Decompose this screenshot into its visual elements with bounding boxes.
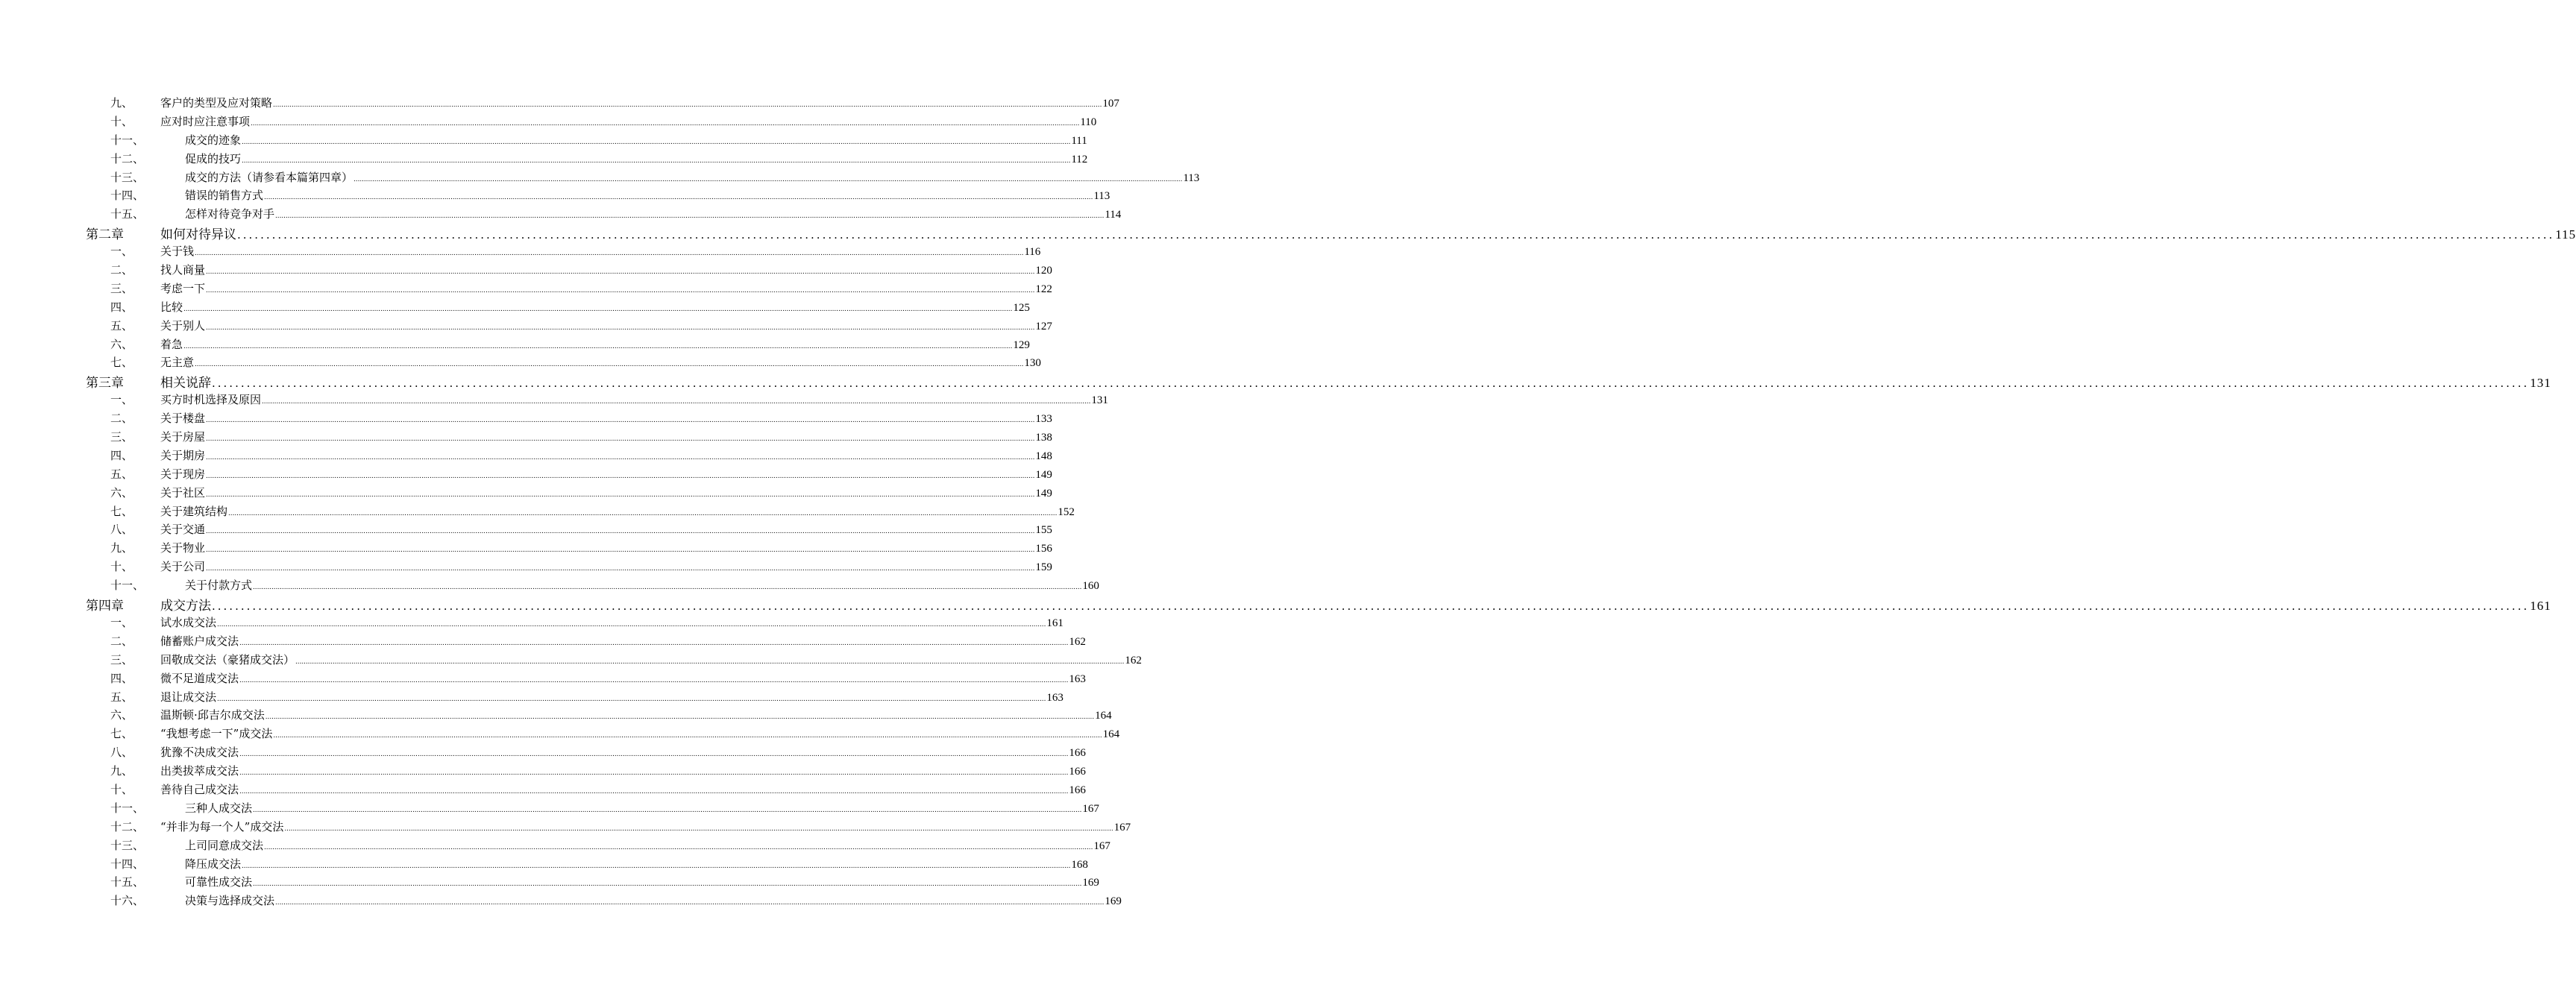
toc-entry: [185, 837, 1110, 853]
toc-entry-title: 可靠性成交法: [185, 875, 253, 889]
toc-page-number: 159: [1035, 561, 1052, 574]
toc-entry-title: 怎样对待竞争对手: [185, 207, 275, 221]
toc-entry-number: 一、: [110, 245, 133, 259]
toc-dot-leader: ................................................................................................................................................................................................................................................................................................................................................................................................................: [265, 713, 1095, 722]
toc-dot-leader: ................................................................................................................................................................................................................................................................................................................................................................................................................: [239, 638, 1069, 647]
toc-page-number: 166: [1069, 747, 1086, 760]
toc-section-row[interactable]: [0, 669, 1086, 687]
toc-entry-title: 退让成交法: [160, 690, 217, 704]
toc-entry: [185, 874, 1099, 889]
toc-page-number: 107: [1102, 98, 1119, 110]
toc-entry-title: 无主意: [160, 356, 195, 370]
toc-dot-leader: ................................................................................................................................................................................................................................................................................................................................................................................................................: [354, 174, 1183, 183]
toc-dot-leader: ................................................................................................................................................................................................................................................................................................................................................................................................................: [206, 453, 1035, 461]
toc-entry-title: 成交的迹象: [185, 133, 242, 147]
toc-entry: [160, 503, 1075, 519]
toc-entry-title: 回敬成交法（豪猪成交法）: [160, 652, 295, 667]
toc-entry: [160, 318, 1052, 333]
toc-dot-leader: ................................................................................................................................................................................................................................................................................................................................................................................................................: [212, 599, 2530, 614]
toc-page-number: 110: [1080, 116, 1097, 128]
toc-page-number: 149: [1035, 468, 1052, 481]
toc-entry: [160, 558, 1052, 574]
toc-section-row[interactable]: [0, 538, 1052, 557]
toc-entry-title: 关于别人: [160, 318, 206, 333]
toc-section-row[interactable]: [0, 279, 1052, 297]
toc-entry: [160, 652, 1142, 667]
toc-entry: [160, 633, 1086, 649]
toc-entry-number: 八、: [110, 746, 133, 760]
toc-dot-leader: ................................................................................................................................................................................................................................................................................................................................................................................................................: [251, 119, 1080, 127]
toc-entry: [160, 336, 1030, 352]
toc-dot-leader: ................................................................................................................................................................................................................................................................................................................................................................................................................: [295, 657, 1125, 666]
toc-dot-leader: ................................................................................................................................................................................................................................................................................................................................................................................................................: [206, 471, 1035, 480]
toc-entry-title: 找人商量: [160, 263, 206, 277]
toc-page-number: 114: [1105, 209, 1122, 221]
toc-entry-title: 关于现房: [160, 467, 206, 481]
toc-section-row[interactable]: [0, 204, 1122, 223]
toc-page-number: 164: [1102, 728, 1120, 741]
toc-entry-title: 应对时应注意事项: [160, 114, 251, 128]
toc-section-row[interactable]: [0, 390, 1108, 409]
toc-entry: [185, 187, 1110, 203]
toc-section-row[interactable]: [0, 464, 1052, 483]
toc-entry-number: 第四章: [86, 599, 124, 614]
toc-page-number: 167: [1113, 821, 1131, 834]
toc-entry-number: 二、: [110, 634, 133, 648]
toc-entry-number: 九、: [110, 764, 133, 778]
toc-entry: [160, 354, 1041, 370]
toc-dot-leader: ................................................................................................................................................................................................................................................................................................................................................................................................................: [264, 842, 1093, 851]
toc-page-number: 167: [1082, 802, 1099, 815]
toc-section-row[interactable]: [0, 780, 1086, 798]
toc-section-row[interactable]: [0, 631, 1086, 650]
toc-entry-number: 十四、: [110, 189, 145, 203]
toc-entry: [160, 262, 1052, 277]
toc-entry: [185, 577, 1099, 593]
toc-entry-title: 如何对待异议: [160, 227, 236, 243]
toc-entry-title: “我想考虑一下”成交法: [160, 727, 273, 741]
table-of-contents: [0, 93, 2576, 910]
toc-page-number: 152: [1058, 505, 1075, 518]
toc-section-row[interactable]: [0, 650, 1142, 669]
toc-entry-number: 十二、: [110, 819, 145, 834]
toc-dot-leader: ................................................................................................................................................................................................................................................................................................................................................................................................................: [242, 861, 1071, 870]
toc-entry-title: 客户的类型及应对策略: [160, 96, 273, 110]
toc-dot-leader: ................................................................................................................................................................................................................................................................................................................................................................................................................: [275, 898, 1105, 907]
toc-dot-leader: ................................................................................................................................................................................................................................................................................................................................................................................................................: [195, 249, 1024, 258]
toc-entry-number: 十一、: [110, 579, 145, 593]
toc-section-row[interactable]: [0, 576, 1099, 594]
toc-entry: [160, 781, 1086, 797]
toc-entry: [160, 744, 1086, 760]
toc-entry-number: 十五、: [110, 207, 145, 221]
toc-dot-leader: ................................................................................................................................................................................................................................................................................................................................................................................................................: [206, 527, 1035, 536]
toc-page-number: 163: [1046, 691, 1064, 704]
toc-entry-title: 着急: [160, 337, 183, 351]
toc-entry: [160, 243, 1041, 259]
toc-page-number: 129: [1013, 338, 1030, 351]
toc-dot-leader: ................................................................................................................................................................................................................................................................................................................................................................................................................: [237, 228, 2555, 242]
toc-section-row[interactable]: [0, 130, 1087, 149]
toc-dot-leader: ................................................................................................................................................................................................................................................................................................................................................................................................................: [228, 508, 1058, 517]
toc-entry-title: 试水成交法: [160, 615, 217, 629]
toc-page-number: 161: [1046, 617, 1064, 629]
toc-page-number: 130: [1024, 357, 1041, 370]
toc-page-number: 149: [1035, 487, 1052, 500]
toc-page-number: 127: [1035, 320, 1052, 333]
toc-entry-number: 十三、: [110, 170, 145, 184]
toc-section-row[interactable]: [0, 409, 1052, 427]
toc-dot-leader: ................................................................................................................................................................................................................................................................................................................................................................................................................: [242, 137, 1071, 146]
toc-page-number: 169: [1105, 895, 1122, 908]
toc-section-row[interactable]: [0, 353, 1041, 371]
toc-section-row[interactable]: [0, 427, 1052, 446]
toc-entry-number: 三、: [110, 430, 133, 444]
toc-section-row[interactable]: [0, 687, 1064, 706]
toc-dot-leader: ................................................................................................................................................................................................................................................................................................................................................................................................................: [253, 805, 1082, 814]
toc-page-number: 155: [1035, 524, 1052, 537]
toc-entry-number: 十四、: [110, 857, 145, 871]
toc-entry-title: 关于交通: [160, 523, 206, 537]
toc-dot-leader: ................................................................................................................................................................................................................................................................................................................................................................................................................: [206, 286, 1035, 294]
toc-page-number: 125: [1013, 301, 1030, 314]
toc-entry-title: 比较: [160, 300, 183, 314]
toc-page-number: 166: [1069, 784, 1086, 796]
toc-page-number: 163: [1069, 672, 1086, 685]
toc-section-row[interactable]: [0, 242, 1041, 260]
toc-dot-leader: ................................................................................................................................................................................................................................................................................................................................................................................................................: [206, 323, 1035, 332]
toc-section-row[interactable]: [0, 168, 1200, 186]
toc-entry-title: 关于钱: [160, 245, 195, 259]
toc-entry-number: 一、: [110, 393, 133, 407]
toc-page-number: 122: [1035, 283, 1052, 295]
toc-section-row[interactable]: [0, 761, 1086, 780]
toc-dot-leader: ................................................................................................................................................................................................................................................................................................................................................................................................................: [275, 212, 1105, 221]
toc-entry-number: 十二、: [110, 151, 145, 166]
toc-entry: [160, 429, 1052, 444]
toc-section-row[interactable]: [0, 316, 1052, 335]
toc-dot-leader: ................................................................................................................................................................................................................................................................................................................................................................................................................: [253, 583, 1082, 592]
toc-section-row[interactable]: [0, 112, 1097, 130]
toc-entry: [185, 169, 1200, 185]
toc-entry-number: 七、: [110, 356, 133, 370]
toc-entry-number: 六、: [110, 337, 133, 351]
toc-entry-title: 关于房屋: [160, 430, 206, 444]
toc-entry: [160, 299, 1030, 315]
toc-entry-number: 三、: [110, 281, 133, 295]
toc-entry: [160, 540, 1052, 555]
toc-entry-number: 五、: [110, 690, 133, 704]
toc-entry-number: 十、: [110, 560, 133, 574]
toc-dot-leader: ................................................................................................................................................................................................................................................................................................................................................................................................................: [264, 193, 1093, 202]
toc-section-row[interactable]: [0, 557, 1052, 576]
toc-entry: [185, 132, 1087, 148]
toc-page-number: 166: [1069, 766, 1086, 778]
toc-entry-number: 十六、: [110, 894, 145, 908]
toc-dot-leader: ................................................................................................................................................................................................................................................................................................................................................................................................................: [253, 880, 1082, 889]
toc-entry-title: 出类拔萃成交法: [160, 764, 239, 778]
toc-section-row[interactable]: [0, 502, 1075, 520]
toc-entry-title: 关于期房: [160, 448, 206, 462]
toc-entry-number: 九、: [110, 96, 133, 110]
toc-section-row[interactable]: [0, 798, 1099, 817]
toc-section-row[interactable]: [0, 260, 1052, 279]
toc-page-number: 160: [1082, 580, 1099, 593]
toc-page-number: 113: [1093, 190, 1110, 203]
toc-entry-number: 五、: [110, 318, 133, 333]
toc-entry-number: 七、: [110, 504, 133, 518]
toc-dot-leader: ................................................................................................................................................................................................................................................................................................................................................................................................................: [284, 824, 1113, 833]
toc-page-number: 148: [1035, 450, 1052, 462]
toc-entry-title: 成交方法: [160, 599, 211, 614]
toc-dot-leader: ................................................................................................................................................................................................................................................................................................................................................................................................................: [206, 564, 1035, 573]
toc-entry: [160, 224, 2576, 243]
toc-entry: [160, 614, 1064, 630]
toc-entry-number: 第三章: [86, 376, 124, 391]
toc-entry-number: 九、: [110, 541, 133, 555]
toc-entry: [160, 670, 1086, 686]
toc-page-number: 162: [1125, 654, 1142, 667]
toc-section-row[interactable]: [0, 335, 1030, 353]
toc-entry-title: 错误的销售方式: [185, 189, 264, 203]
toc-section-row[interactable]: [0, 297, 1030, 316]
toc-dot-leader: ................................................................................................................................................................................................................................................................................................................................................................................................................: [242, 156, 1071, 165]
toc-dot-leader: ................................................................................................................................................................................................................................................................................................................................................................................................................: [217, 694, 1046, 703]
toc-entry-title: 关于公司: [160, 560, 206, 574]
toc-dot-leader: ................................................................................................................................................................................................................................................................................................................................................................................................................: [262, 397, 1091, 406]
toc-page-number: 113: [1183, 171, 1200, 184]
toc-entry-title: 善待自己成交法: [160, 782, 239, 796]
toc-page-number: 167: [1093, 839, 1110, 852]
toc-entry-title: 犹豫不决成交法: [160, 746, 239, 760]
toc-page-number: 161: [2530, 599, 2551, 614]
toc-entry: [160, 763, 1086, 778]
toc-entry-number: 一、: [110, 615, 133, 629]
toc-chapter-row[interactable]: [0, 371, 2551, 391]
toc-entry-title: 考虑一下: [160, 281, 206, 295]
toc-entry-title: 储蓄账户成交法: [160, 634, 239, 648]
toc-entry-number: 二、: [110, 263, 133, 277]
toc-dot-leader: ................................................................................................................................................................................................................................................................................................................................................................................................................: [239, 750, 1069, 759]
toc-dot-leader: ................................................................................................................................................................................................................................................................................................................................................................................................................: [273, 101, 1102, 109]
toc-entry-title: 上司同意成交法: [185, 838, 264, 852]
toc-entry-number: 十五、: [110, 875, 145, 889]
toc-entry-number: 八、: [110, 523, 133, 537]
toc-page-number: 115: [2555, 227, 2576, 242]
toc-section-row[interactable]: [0, 186, 1110, 204]
toc-dot-leader: ................................................................................................................................................................................................................................................................................................................................................................................................................: [206, 546, 1035, 555]
toc-page-number: 112: [1071, 153, 1088, 166]
toc-entry-number: 二、: [110, 412, 133, 426]
toc-page-number: 111: [1071, 134, 1087, 147]
toc-page-number: 169: [1082, 877, 1099, 889]
toc-page-number: 131: [2530, 376, 2551, 391]
toc-entry-number: 四、: [110, 671, 133, 685]
toc-section-row[interactable]: [0, 705, 1112, 724]
toc-entry-number: 第二章: [86, 227, 124, 243]
toc-dot-leader: ................................................................................................................................................................................................................................................................................................................................................................................................................: [239, 769, 1069, 778]
toc-entry-number: 四、: [110, 300, 133, 314]
toc-entry-number: 三、: [110, 652, 133, 667]
toc-dot-leader: ................................................................................................................................................................................................................................................................................................................................................................................................................: [206, 416, 1035, 425]
toc-entry-number: 十三、: [110, 838, 145, 852]
toc-entry: [160, 391, 1108, 407]
toc-section-row[interactable]: [0, 872, 1099, 891]
toc-entry-title: 关于楼盘: [160, 412, 206, 426]
toc-entry-number: 六、: [110, 708, 133, 722]
toc-dot-leader: ................................................................................................................................................................................................................................................................................................................................................................................................................: [239, 787, 1069, 795]
toc-entry: [185, 206, 1122, 221]
toc-entry-number: 十、: [110, 114, 133, 128]
toc-entry: [160, 280, 1052, 296]
toc-entry-number: 十一、: [110, 801, 145, 815]
toc-entry-title: 三种人成交法: [185, 801, 253, 815]
toc-entry-title: 关于物业: [160, 541, 206, 555]
toc-dot-leader: ................................................................................................................................................................................................................................................................................................................................................................................................................: [195, 360, 1024, 369]
toc-entry-title: 微不足道成交法: [160, 671, 239, 685]
toc-dot-leader: ................................................................................................................................................................................................................................................................................................................................................................................................................: [183, 304, 1013, 313]
toc-page-number: 138: [1035, 432, 1052, 444]
toc-entry: [160, 372, 2551, 391]
toc-dot-leader: ................................................................................................................................................................................................................................................................................................................................................................................................................: [217, 620, 1046, 628]
toc-entry-title: 降压成交法: [185, 857, 242, 871]
toc-entry-title: 关于社区: [160, 485, 206, 500]
toc-entry: [185, 892, 1122, 908]
toc-section-row[interactable]: [0, 483, 1052, 502]
toc-entry-number: 四、: [110, 448, 133, 462]
toc-section-row[interactable]: [0, 743, 1086, 761]
toc-page-number: 162: [1069, 635, 1086, 648]
toc-chapter-row[interactable]: [0, 594, 2551, 614]
toc-section-row[interactable]: [0, 613, 1064, 631]
toc-section-row[interactable]: [0, 891, 1122, 910]
toc-section-row[interactable]: [0, 520, 1052, 538]
toc-page-number: 131: [1091, 394, 1108, 407]
toc-entry-number: 六、: [110, 485, 133, 500]
toc-entry: [160, 689, 1064, 705]
toc-entry: [160, 595, 2551, 614]
toc-page-number: 156: [1035, 543, 1052, 555]
toc-section-row[interactable]: [0, 149, 1088, 168]
toc-section-row[interactable]: [0, 817, 1131, 836]
toc-entry: [160, 447, 1052, 463]
toc-dot-leader: ................................................................................................................................................................................................................................................................................................................................................................................................................: [206, 490, 1035, 499]
toc-entry-title: “并非为每一个人”成交法: [160, 819, 284, 834]
toc-entry-title: 促成的技巧: [185, 151, 242, 166]
toc-page-number: 168: [1071, 858, 1088, 871]
toc-entry: [160, 410, 1052, 426]
toc-page-number: 120: [1035, 265, 1052, 277]
toc-entry-title: 决策与选择成交法: [185, 894, 275, 908]
toc-page-number: 164: [1095, 710, 1112, 722]
toc-entry-title: 成交的方法（请参看本篇第四章）: [185, 170, 354, 184]
toc-dot-leader: ................................................................................................................................................................................................................................................................................................................................................................................................................: [206, 435, 1035, 444]
toc-entry: [160, 707, 1112, 722]
toc-entry-title: 关于付款方式: [185, 579, 253, 593]
toc-dot-leader: ................................................................................................................................................................................................................................................................................................................................................................................................................: [206, 268, 1035, 277]
toc-page-number: 133: [1035, 413, 1052, 426]
toc-entry-title: 相关说辞: [160, 376, 211, 391]
toc-dot-leader: ................................................................................................................................................................................................................................................................................................................................................................................................................: [212, 376, 2530, 391]
toc-entry-number: 十、: [110, 782, 133, 796]
toc-entry-number: 十一、: [110, 133, 145, 147]
toc-section-row[interactable]: [0, 836, 1110, 854]
toc-section-row[interactable]: [0, 854, 1088, 873]
toc-entry-title: 买方时机选择及原因: [160, 393, 262, 407]
toc-entry-number: 五、: [110, 467, 133, 481]
toc-entry: [185, 800, 1099, 816]
toc-section-row[interactable]: [0, 446, 1052, 464]
toc-dot-leader: ................................................................................................................................................................................................................................................................................................................................................................................................................: [239, 675, 1069, 684]
toc-entry: [160, 725, 1120, 741]
toc-chapter-row[interactable]: [0, 223, 2576, 243]
toc-page-number: 116: [1024, 246, 1041, 259]
toc-entry: [185, 856, 1088, 872]
toc-dot-leader: ................................................................................................................................................................................................................................................................................................................................................................................................................: [273, 731, 1102, 740]
toc-entry-number: 七、: [110, 727, 133, 741]
toc-entry-title: 关于建筑结构: [160, 504, 228, 518]
toc-entry: [160, 113, 1097, 129]
toc-entry: [160, 521, 1052, 537]
toc-entry-title: 温斯顿·邱吉尔成交法: [160, 708, 265, 722]
toc-entry: [160, 95, 1119, 110]
toc-entry: [185, 151, 1088, 166]
toc-section-row[interactable]: [0, 93, 1119, 112]
toc-entry: [160, 485, 1052, 500]
toc-entry: [160, 466, 1052, 482]
toc-section-row[interactable]: [0, 724, 1120, 743]
toc-dot-leader: ................................................................................................................................................................................................................................................................................................................................................................................................................: [183, 341, 1013, 350]
toc-entry: [160, 819, 1131, 834]
